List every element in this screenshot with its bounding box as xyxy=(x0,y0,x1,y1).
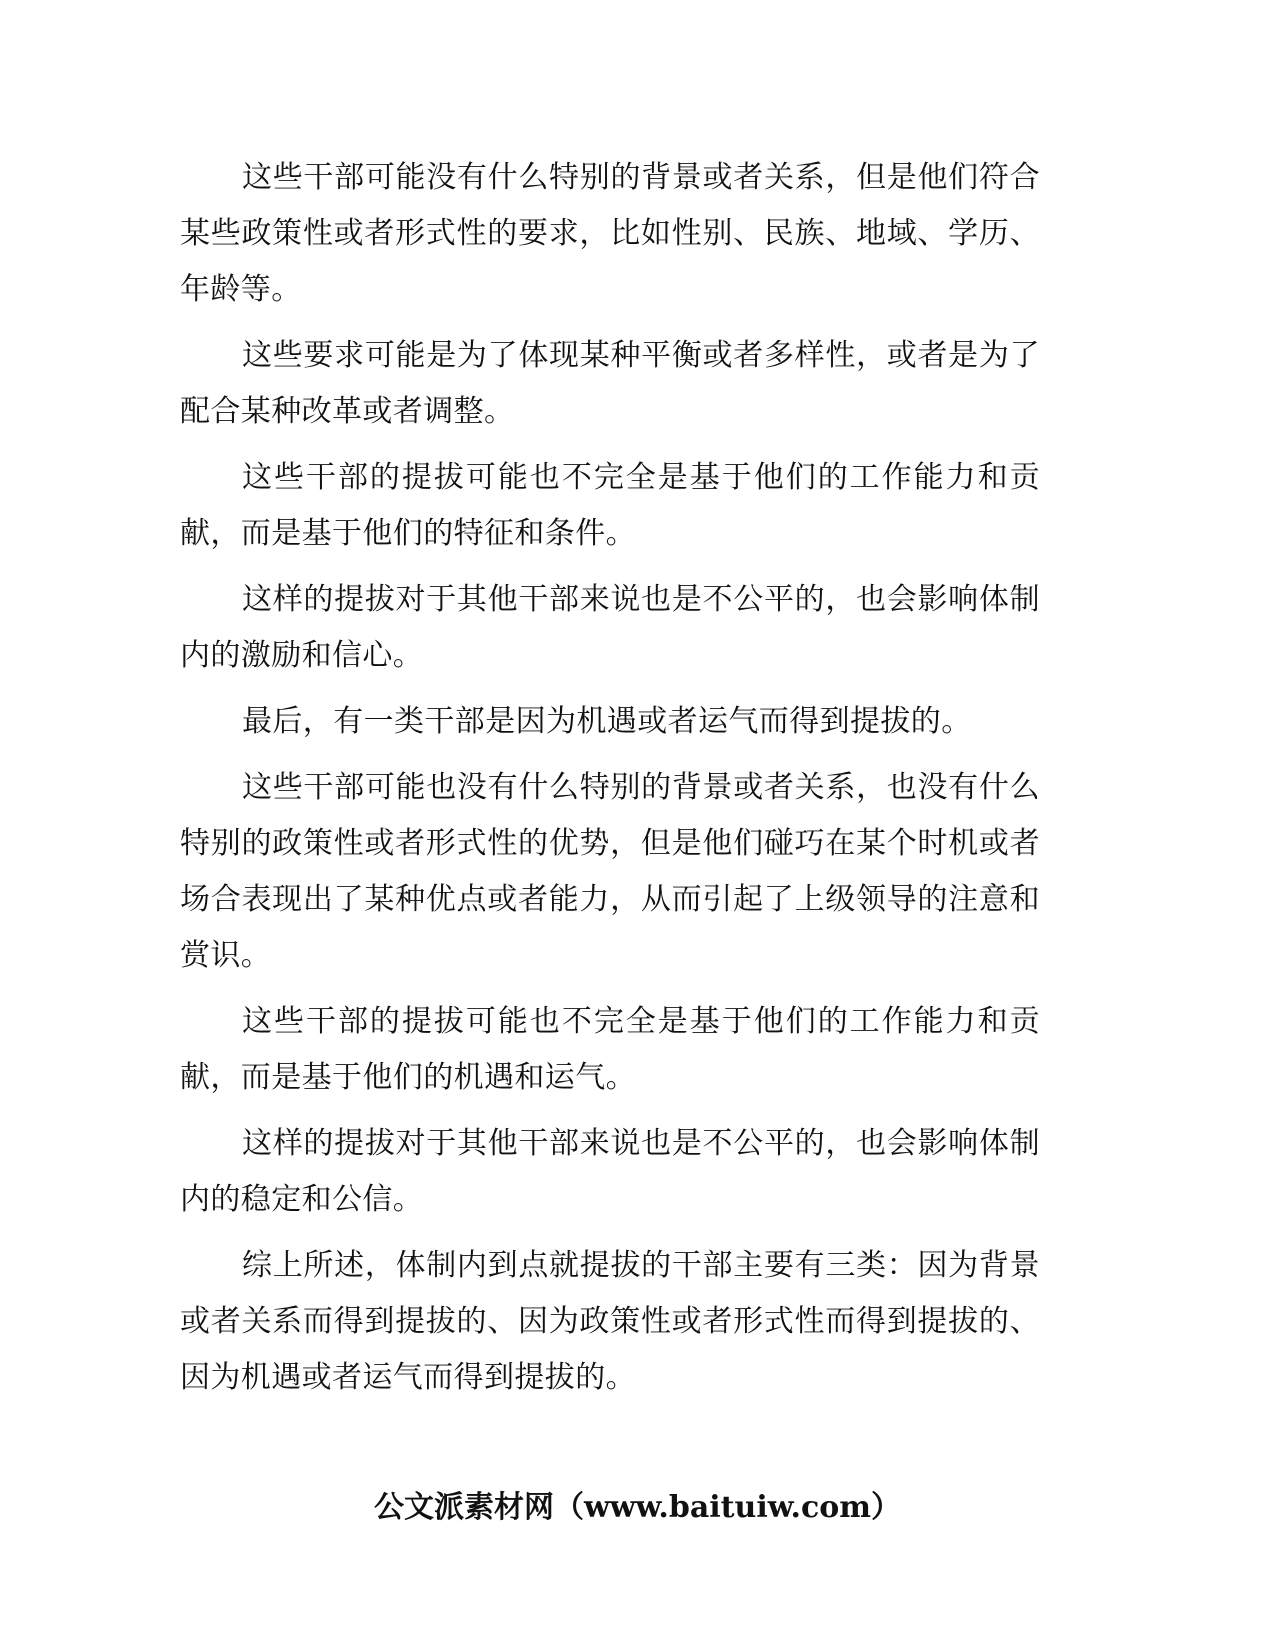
paragraph-5: 最后，有一类干部是因为机遇或者运气而得到提拔的。 xyxy=(242,704,972,739)
paragraph-2: 这些要求可能是为了体现某种平衡或者多样性，或者是为了配合某种改革或者调整。 xyxy=(180,338,1040,429)
paragraph-8: 这样的提拔对于其他干部来说也是不公平的，也会影响体制内的稳定和公信。 xyxy=(180,1126,1040,1217)
paragraph-7: 这些干部的提拔可能也不完全是基于他们的工作能力和贡献，而是基于他们的机遇和运气。 xyxy=(180,1004,1040,1095)
paragraph-4: 这样的提拔对于其他干部来说也是不公平的，也会影响体制内的激励和信心。 xyxy=(180,582,1040,673)
document-body xyxy=(180,150,1040,1416)
paragraph-9: 综上所述，体制内到点就提拔的干部主要有三类：因为背景或者关系而得到提拔的、因为政策性或者形式性而得到提拔的、因为机遇或者运气而得到提拔的。 xyxy=(180,1248,1040,1395)
paragraph-6: 这些干部可能也没有什么特别的背景或者关系，也没有什么特别的政策性或者形式性的优势，但是他们碰巧在某个时机或者场合表现出了某种优点或者能力，从而引起了上级领导的注意和赏识。 xyxy=(180,770,1040,973)
footer-source: 公文派素材网（www.baituiw.com） xyxy=(373,1490,902,1525)
paragraph-3: 这些干部的提拔可能也不完全是基于他们的工作能力和贡献，而是基于他们的特征和条件。 xyxy=(180,460,1040,551)
paragraph-1: 这些干部可能没有什么特别的背景或者关系，但是他们符合某些政策性或者形式性的要求，比如性别、民族、地域、学历、年龄等。 xyxy=(180,160,1040,307)
